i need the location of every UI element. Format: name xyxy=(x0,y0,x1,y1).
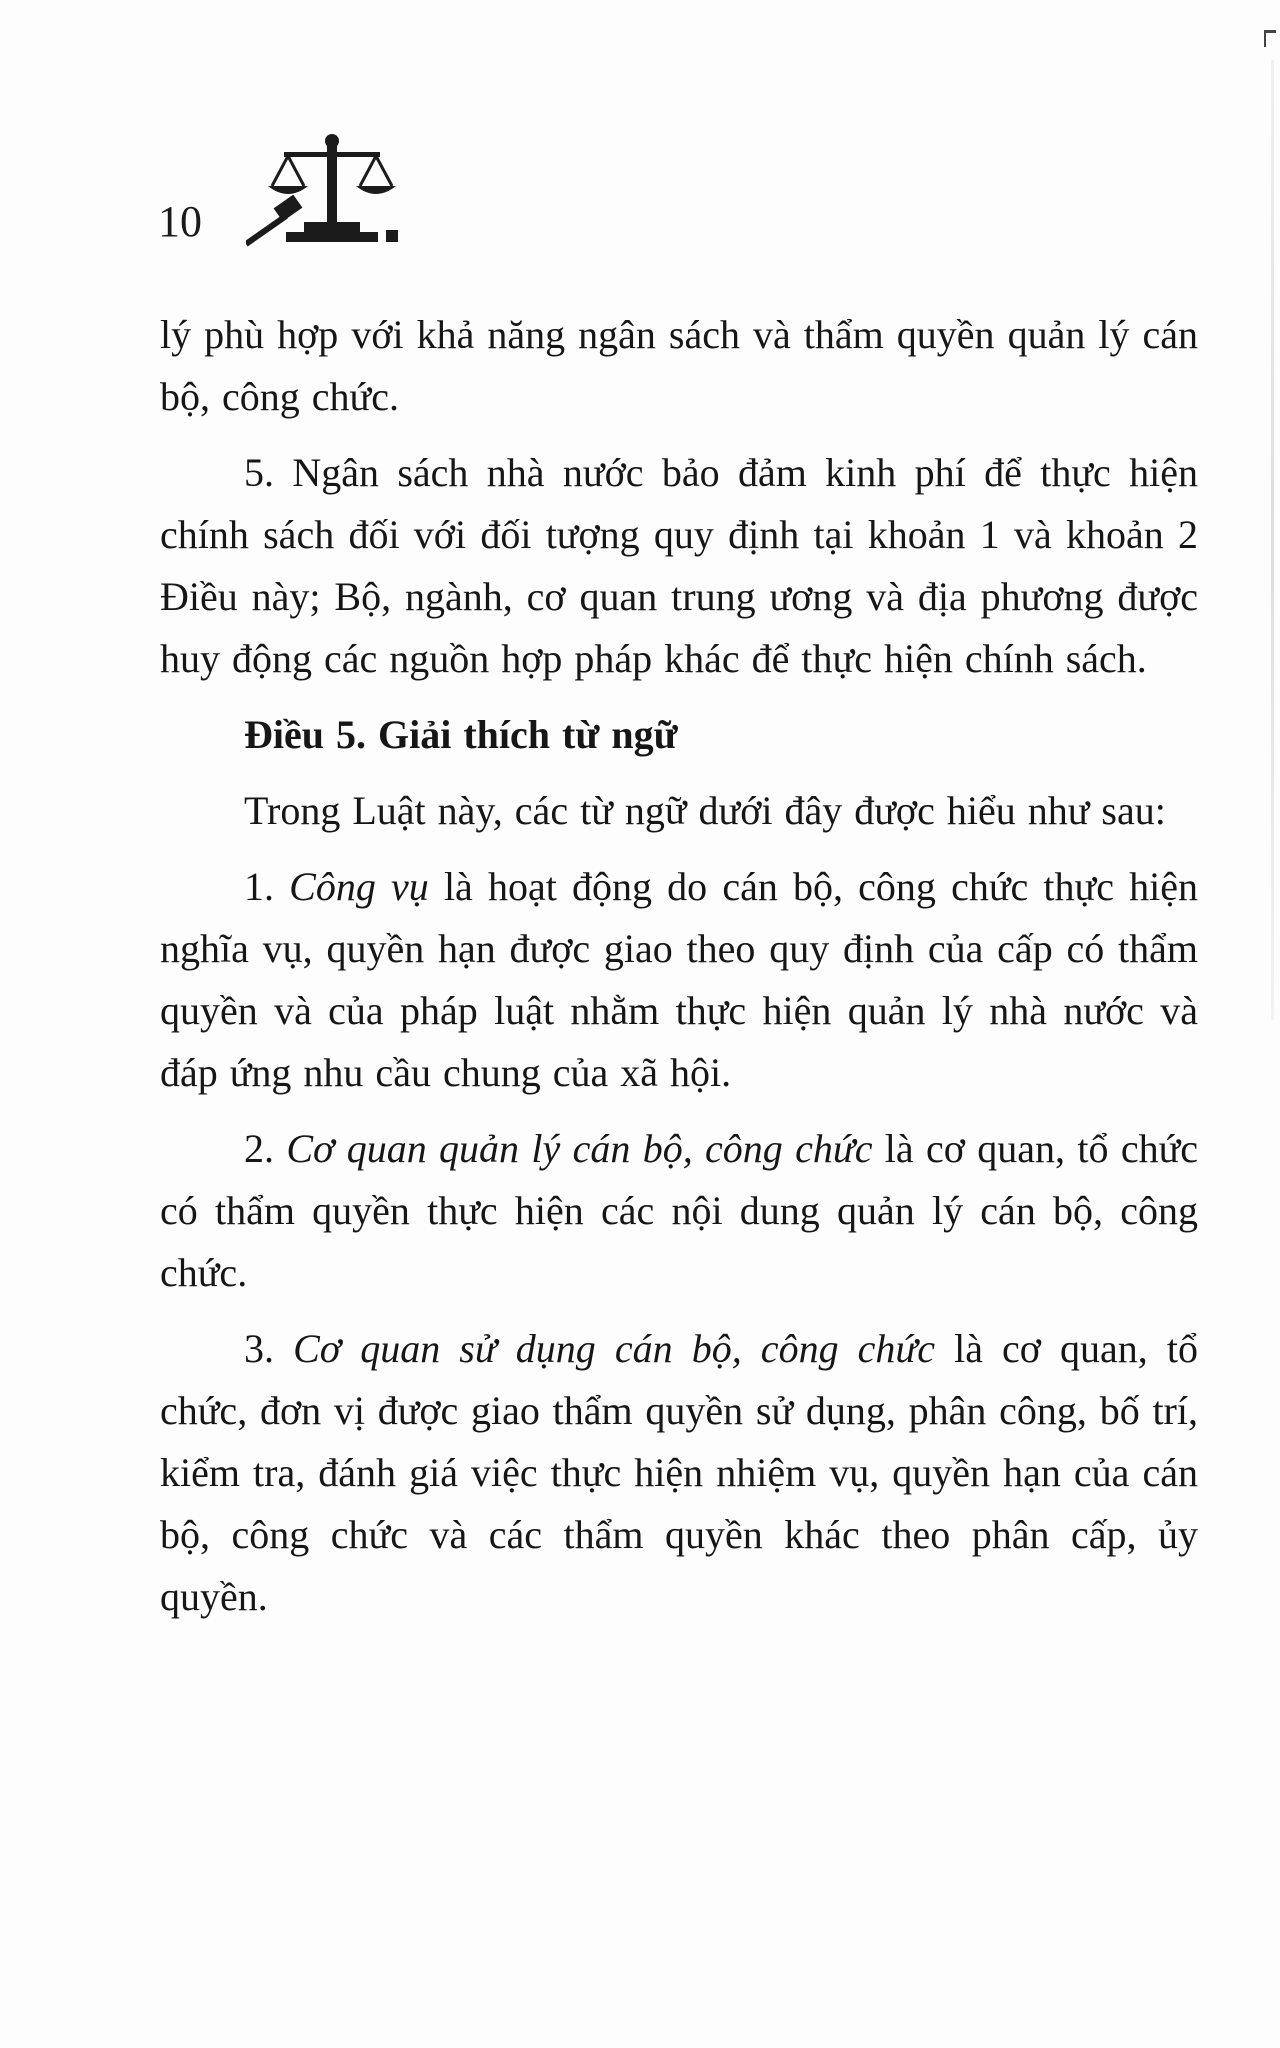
definitions-intro: Trong Luật này, các từ ngữ dưới đây được hiểu như sau: xyxy=(244,788,1166,833)
definition-2-term: Cơ quan quản lý cán bộ, công chức xyxy=(286,1126,873,1171)
clause-5-paragraph: 5. Ngân sách nhà nước bảo đảm kinh phí để thực hiện chính sách đối với đối tượng quy định tại khoản 1 và khoản 2 Điều này; Bộ, ngành, cơ quan trung ương và địa phương được huy động các nguồn hợp pháp khác để thực hiện chính sách. xyxy=(160,450,1198,681)
definition-1 xyxy=(160,856,1198,1104)
definition-1-term: Công vụ xyxy=(289,864,429,909)
article-5-heading: Điều 5. Giải thích từ ngữ xyxy=(244,712,678,757)
page-header xyxy=(158,128,458,248)
definition-2-text: là cơ quan, tổ chức có thẩm quyền thực hiện các nội dung quản lý cán bộ, công chức. xyxy=(160,1126,1199,1295)
continuation-paragraph: lý phù hợp với khả năng ngân sách và thẩm quyền quản lý cán bộ, công chức. xyxy=(160,312,1198,419)
definition-2 xyxy=(160,1118,1198,1304)
definition-3 xyxy=(160,1318,1198,1628)
scales-of-justice-with-gavel-icon xyxy=(246,132,416,248)
definition-1-text: là hoạt động do cán bộ, công chức thực hiện nghĩa vụ, quyền hạn được giao theo quy định của cấp có thẩm quyền và của pháp luật nhằm thực hiện quản lý nhà nước và đáp ứng nhu cầu chung của xã hội. xyxy=(160,864,1199,1095)
definition-1-number: 1. xyxy=(244,864,290,909)
definition-3-term: Cơ quan sử dụng cán bộ, công chức xyxy=(293,1326,935,1371)
page-number: 10 xyxy=(158,197,202,246)
definition-3-number: 3. xyxy=(244,1326,294,1371)
definition-3-text: là cơ quan, tổ chức, đơn vị được giao thẩm quyền sử dụng, phân công, bố trí, kiểm tra, đánh giá việc thực hiện nhiệm vụ, quyền hạn của cán bộ, công chức và các thẩm quyền khác theo phân cấp, ủy quyền. xyxy=(160,1326,1198,1619)
page-body xyxy=(160,304,1198,1628)
page-edge-shadow xyxy=(1271,60,1274,1020)
page-edge-mark xyxy=(1264,30,1276,47)
definition-2-number: 2. xyxy=(244,1126,287,1171)
